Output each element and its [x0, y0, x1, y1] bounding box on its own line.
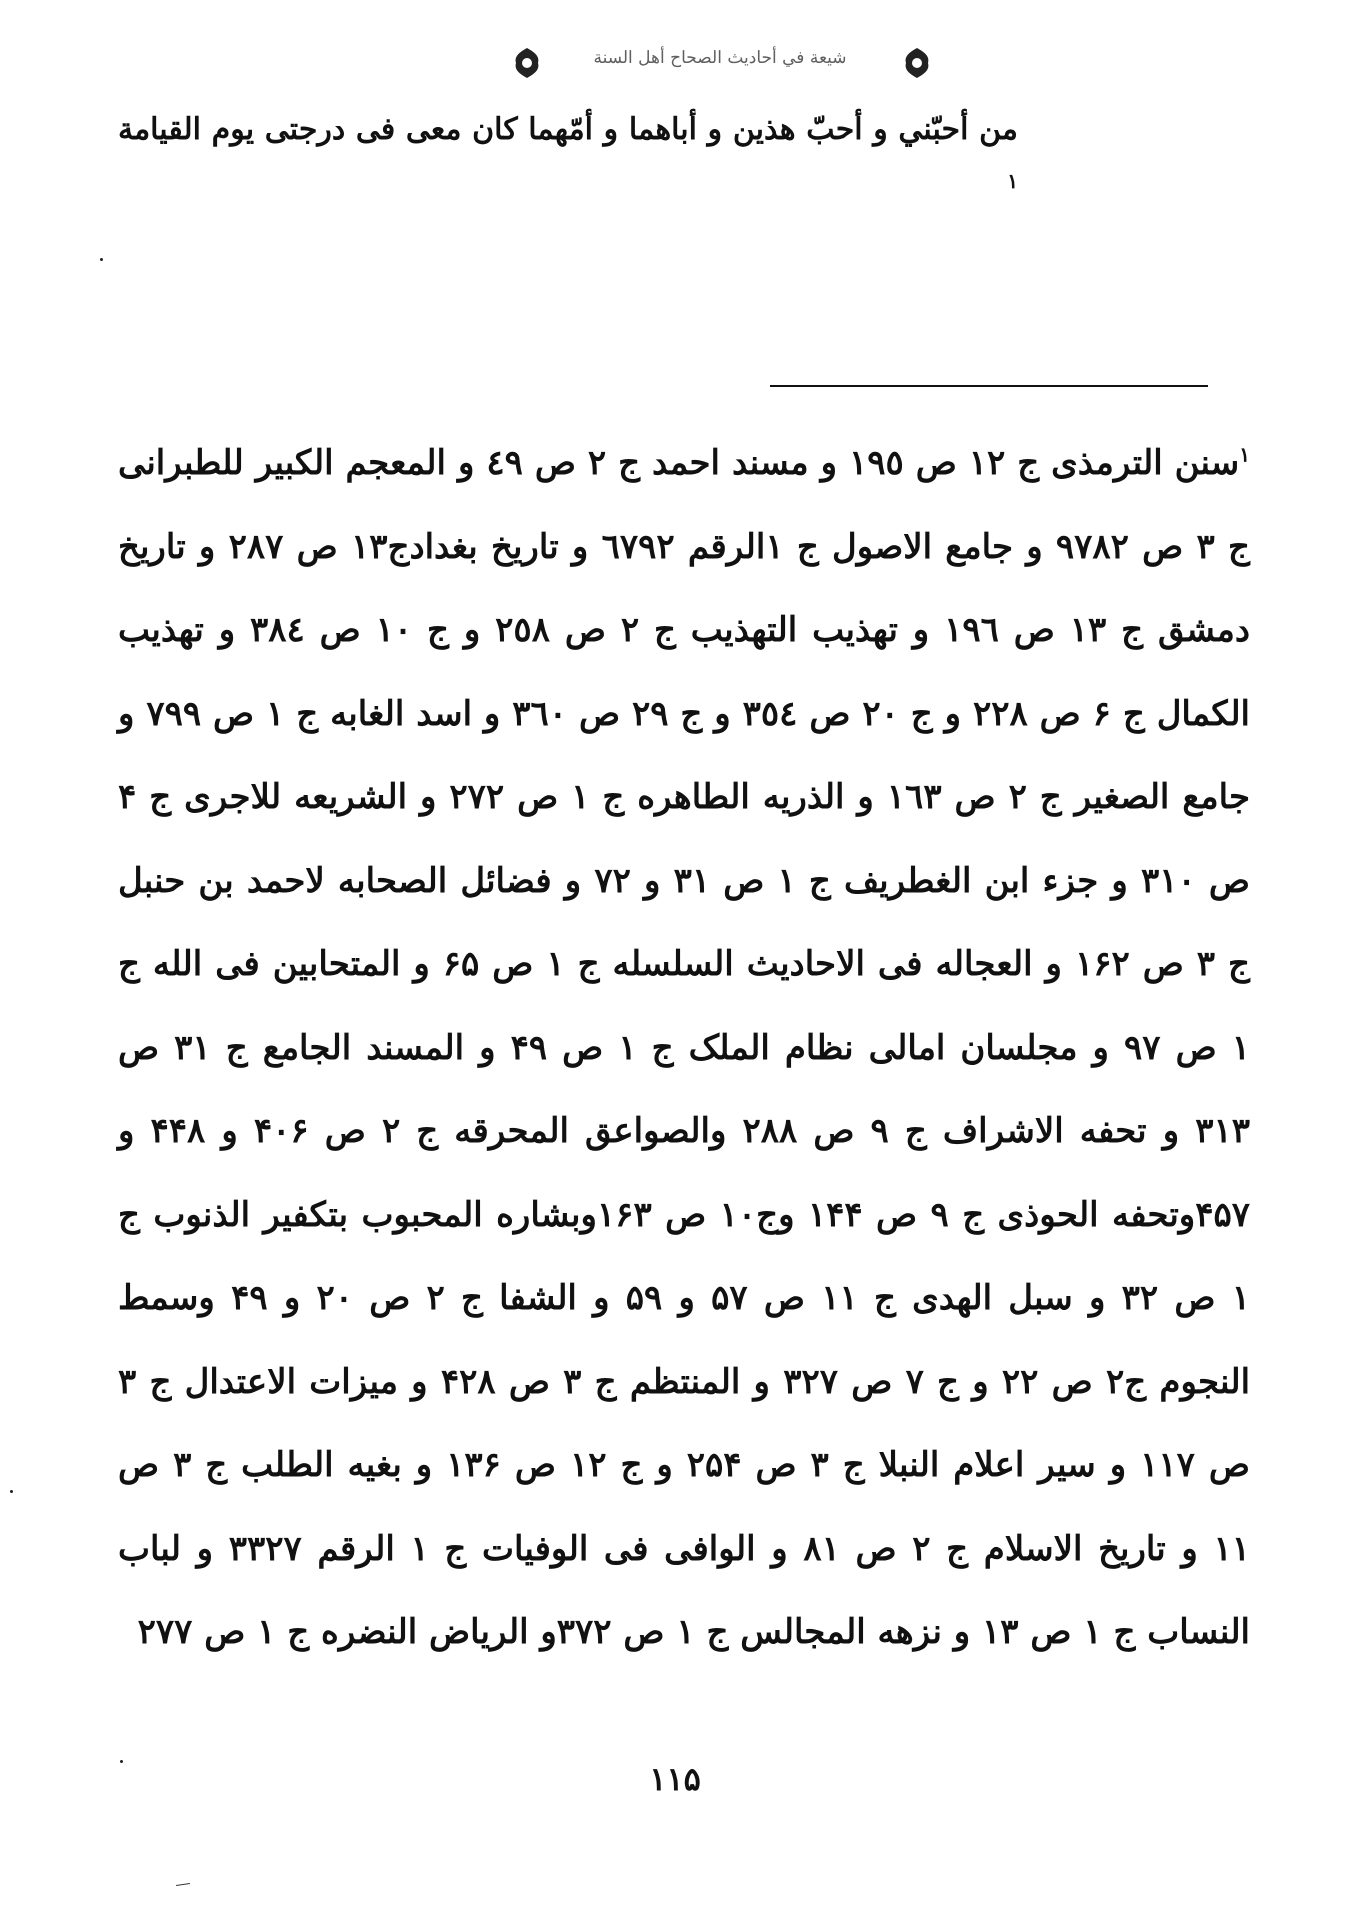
ornament-right-icon	[900, 46, 934, 80]
stray-dot	[100, 258, 103, 261]
footnote-separator	[770, 385, 1208, 387]
stray-dot	[120, 1760, 123, 1763]
footnote-text: سنن الترمذی ج ١٢ ص ١٩٥ و مسند احمد ج ٢ ص ٤٩ و المعجم الكبير للطبرانی ج ٣ ص ٩٧٨٢ و جامع الاصول ج ١الرقم ٦٧٩٢ و تاريخ بغدادج١٣ ص ٢٨٧ و تاريخ دمشق ج ١٣ ص ١٩٦ و تهذيب التهذيب ج ٢ ص ٢٥٨ و ج ١٠ ص ٣٨٤ و تهذيب الكمال ج ۶ ص ٢٢٨ و ج ٢٠ ص ٣٥٤ و ج ٢٩ ص ٣٦٠ و اسد الغابه ج ١ ص ٧٩٩ و جامع الصغير ج ٢ ص ١٦٣ و الذريه الطاهره ج ١ ص ٢٧٢ و الشريعه للاجری ج ۴ ص ٣١٠ و جزء ابن الغطريف ج ١ ص ٣١ و ٧٢ و فضائل الصحابه لاحمد بن حنبل ج ٣ ص ١۶٢ و العجاله فی الاحاديث السلسله ج ١ ص ۶۵ و المتحابين فی الله ج ١ ص ٩٧ و مجلسان امالی نظام الملک ج ١ ص ۴٩ و المسند الجامع ج ٣١ ص ٣١٣ و تحفه الاشراف ج ٩ ص ٢٨٨ والصواعق المحرقه ج ٢ ص ۴٠۶ و ۴۴٨ و ۴۵٧وتحفه الحوذی ج ٩ ص ١۴۴ وج١٠ ص ١۶٣وبشاره المحبوب بتكفير الذنوب ج ١ ص ٣٢ و سبل الهدی ج ١١ ص ۵٧ و ۵٩ و الشفا ج ٢ ص ٢٠ و ۴٩ وسمط النجوم ج٢ ص ٢٢ و ج ٧ ص ٣٢٧ و المنتظم ج ٣ ص ۴٢٨ و ميزات الاعتدال ج ٣ ص ١١٧ و سير اعلام النبلا ج ٣ ص ٢۵۴ و ج ١٢ ص ١٣۶ و بغيه الطلب ج ٣ ص ١١ و تاريخ الاسلام ج ٢ ص ٨١ و الوافی فی الوفيات ج ١ الرقم ٣٣٢٧ و لباب النساب ج ١ ص ١٣ و نزهه المجالس ج ١ ص ٣٧٢و الرياض النضره ج ١ ص ٢٧٧	[118, 443, 1251, 1652]
running-title: شيعة في أحاديث الصحاح أهل السنة	[593, 48, 847, 68]
footnote-marker: ١	[1239, 442, 1251, 467]
page-header	[0, 40, 1351, 90]
corner-mark	[176, 1883, 190, 1886]
main-paragraph	[118, 100, 1018, 220]
footnote-reference: ١	[1007, 169, 1018, 193]
page-number: ١١۵	[649, 1760, 701, 1798]
stray-dot	[10, 1490, 13, 1493]
main-paragraph-text: من أحبّني و أحبّ هذين و أباهما و أمّهما كان معی فی درجتی يوم القيامة	[118, 112, 1018, 147]
footnote-block	[118, 422, 1250, 1675]
ornament-left-icon	[510, 46, 544, 80]
